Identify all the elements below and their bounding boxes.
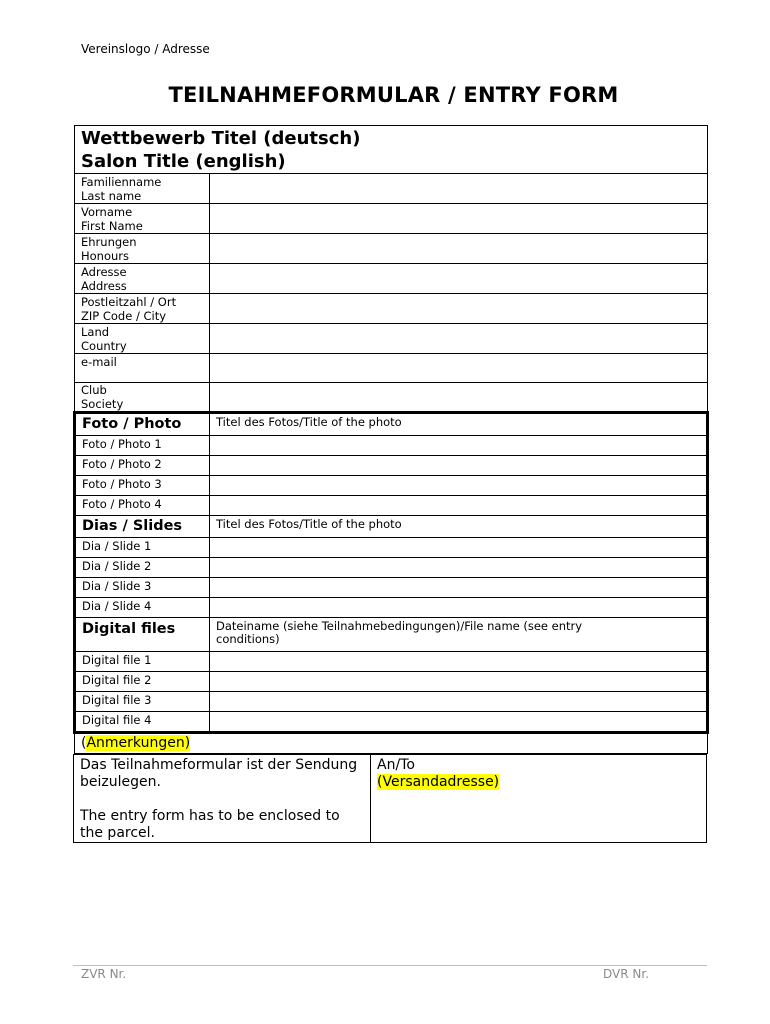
label-photo-4: Foto / Photo 4 <box>75 496 210 516</box>
photo-1-title-field[interactable] <box>210 436 708 456</box>
photo-3-title-field[interactable] <box>210 476 708 496</box>
footer-zvr-number: ZVR Nr. <box>81 967 127 981</box>
zip-city-field[interactable] <box>210 294 708 324</box>
address-field[interactable] <box>210 264 708 294</box>
sending-table <box>73 754 707 843</box>
label-en: Address <box>81 279 127 293</box>
label-de: Familienname <box>81 175 162 189</box>
label-country <box>75 324 210 354</box>
salon-title-cell <box>75 126 708 174</box>
document-title: TEILNAHMEFORMULAR / ENTRY FORM <box>168 83 619 107</box>
honours-field[interactable] <box>210 234 708 264</box>
slide-3-title-field[interactable] <box>210 578 708 598</box>
first-name-field[interactable] <box>210 204 708 234</box>
row-digital-file-3 <box>75 692 708 712</box>
row-zip-city <box>75 294 708 324</box>
label-honours <box>75 234 210 264</box>
label-de: Vorname <box>81 205 133 219</box>
entry-form-table <box>73 125 709 754</box>
label-de: Club <box>81 383 107 397</box>
section-slides-header <box>75 516 708 538</box>
row-email <box>75 354 708 383</box>
section-photo-label: Foto / Photo <box>75 413 210 436</box>
slide-2-title-field[interactable] <box>210 558 708 578</box>
shipping-to-label: An/To <box>377 757 415 773</box>
label-photo-3: Foto / Photo 3 <box>75 476 210 496</box>
label-last-name <box>75 174 210 204</box>
club-field[interactable] <box>210 383 708 413</box>
email-field[interactable] <box>210 354 708 383</box>
section-photo-header <box>75 413 708 436</box>
footer-divider <box>73 965 707 966</box>
label-club <box>75 383 210 413</box>
label-de: Postleitzahl / Ort <box>81 295 177 309</box>
row-photo-2 <box>75 456 708 476</box>
shipping-address-cell[interactable] <box>371 755 707 843</box>
notes-label: Anmerkungen) <box>86 735 191 751</box>
label-en: Society <box>81 397 124 411</box>
enclosure-note-cell <box>74 755 371 843</box>
row-slide-2 <box>75 558 708 578</box>
sending-row <box>74 755 707 843</box>
label-email <box>75 354 210 383</box>
row-last-name <box>75 174 708 204</box>
country-field[interactable] <box>210 324 708 354</box>
enclosure-note-de: Das Teilnahmeformular ist der Sendung beizulegen. <box>80 757 358 790</box>
row-digital-file-2 <box>75 672 708 692</box>
row-slide-1 <box>75 538 708 558</box>
notes-field[interactable] <box>75 733 708 754</box>
label-photo-1: Foto / Photo 1 <box>75 436 210 456</box>
label-digital-file-4: Digital file 4 <box>75 712 210 733</box>
label-en: Honours <box>81 249 130 263</box>
label-en: Country <box>81 339 127 353</box>
digital-file-1-name-field[interactable] <box>210 652 708 672</box>
section-slides-column-header: Titel des Fotos/Title of the photo <box>210 516 708 538</box>
label-de: Land <box>81 325 110 339</box>
row-first-name <box>75 204 708 234</box>
label-digital-file-1: Digital file 1 <box>75 652 210 672</box>
digital-file-4-name-field[interactable] <box>210 712 708 733</box>
header-logo-address: Vereinslogo / Adresse <box>81 42 210 56</box>
row-photo-1 <box>75 436 708 456</box>
label-zip-city <box>75 294 210 324</box>
row-digital-file-1 <box>75 652 708 672</box>
shipping-address-placeholder: (Versandadresse) <box>377 774 500 790</box>
digital-file-3-name-field[interactable] <box>210 692 708 712</box>
section-slides-label: Dias / Slides <box>75 516 210 538</box>
notes-row <box>75 733 708 754</box>
photo-4-title-field[interactable] <box>210 496 708 516</box>
label-digital-file-3: Digital file 3 <box>75 692 210 712</box>
label-digital-file-2: Digital file 2 <box>75 672 210 692</box>
row-address <box>75 264 708 294</box>
label-en: First Name <box>81 219 143 233</box>
notes-open-paren: ( <box>81 735 87 751</box>
slide-1-title-field[interactable] <box>210 538 708 558</box>
row-slide-3 <box>75 578 708 598</box>
section-digital-column-header <box>210 618 708 652</box>
label-first-name <box>75 204 210 234</box>
label-slide-4: Dia / Slide 4 <box>75 598 210 618</box>
label-address <box>75 264 210 294</box>
slide-4-title-field[interactable] <box>210 598 708 618</box>
digital-file-2-name-field[interactable] <box>210 672 708 692</box>
label-en: Last name <box>81 189 142 203</box>
photo-2-title-field[interactable] <box>210 456 708 476</box>
label-slide-1: Dia / Slide 1 <box>75 538 210 558</box>
footer-dvr-number: DVR Nr. <box>603 967 650 981</box>
row-digital-file-4 <box>75 712 708 733</box>
label-slide-3: Dia / Slide 3 <box>75 578 210 598</box>
label-de: e-mail <box>81 355 117 369</box>
row-slide-4 <box>75 598 708 618</box>
row-club <box>75 383 708 413</box>
row-photo-3 <box>75 476 708 496</box>
salon-title-row <box>75 126 708 174</box>
section-digital-header <box>75 618 708 652</box>
digital-header-line-1: Dateiname (siehe Teilnahmebedingungen)/File name (see entry <box>216 619 583 633</box>
salon-title-de: Wettbewerb Titel (deutsch) <box>81 128 361 149</box>
label-en: ZIP Code / City <box>81 309 167 323</box>
row-photo-4 <box>75 496 708 516</box>
label-de: Adresse <box>81 265 127 279</box>
label-photo-2: Foto / Photo 2 <box>75 456 210 476</box>
section-digital-label: Digital files <box>75 618 210 652</box>
row-country <box>75 324 708 354</box>
row-honours <box>75 234 708 264</box>
digital-header-line-2: conditions) <box>216 632 280 646</box>
last-name-field[interactable] <box>210 174 708 204</box>
label-slide-2: Dia / Slide 2 <box>75 558 210 578</box>
enclosure-note-en: The entry form has to be enclosed to the parcel. <box>80 808 340 841</box>
section-photo-column-header: Titel des Fotos/Title of the photo <box>210 413 708 436</box>
salon-title-en: Salon Title (english) <box>81 151 286 172</box>
label-de: Ehrungen <box>81 235 137 249</box>
